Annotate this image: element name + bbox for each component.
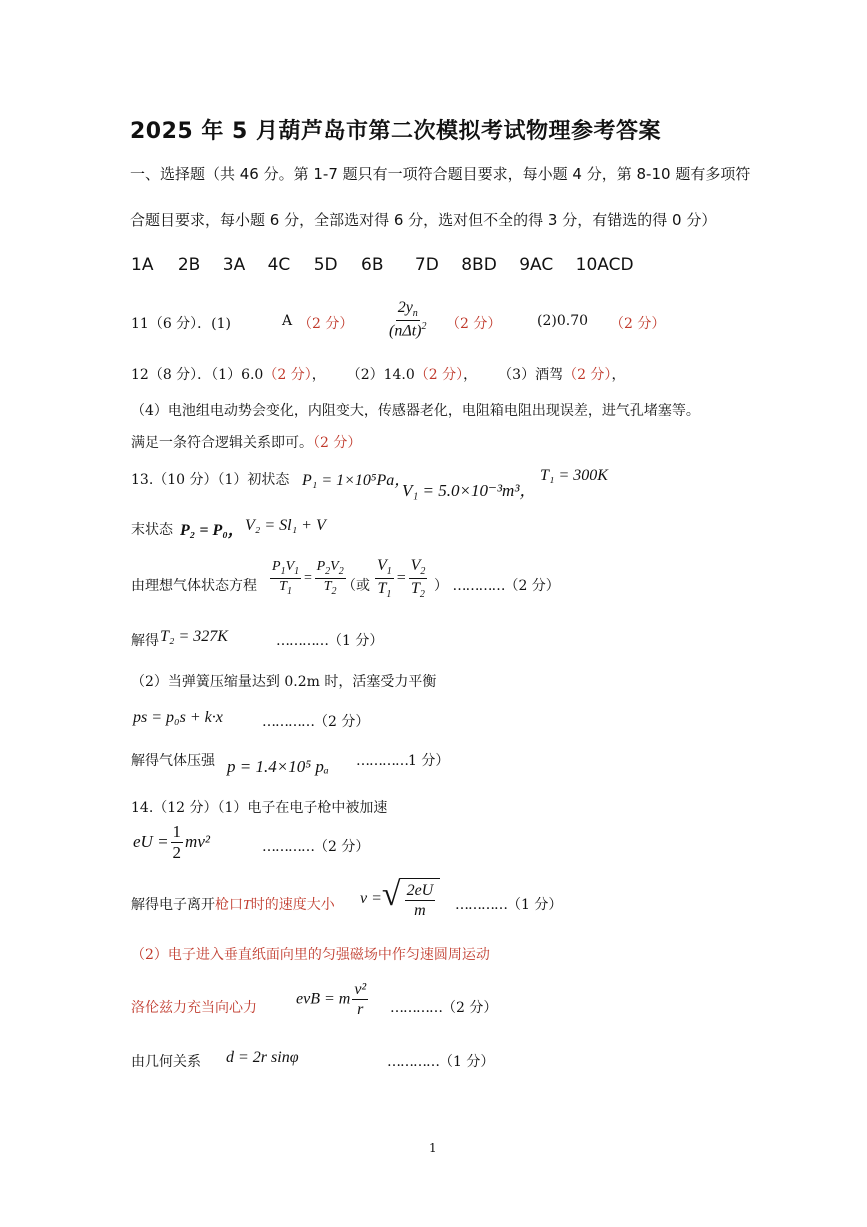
q14-score-line [262, 836, 369, 856]
q14-eq-d: d = 2r sinφ [226, 1049, 299, 1066]
q12-score: （2 分） [313, 435, 362, 451]
q13-end-label: 末状态 [131, 522, 173, 538]
q13-eq-p2: P₂ = P₀， [180, 522, 244, 539]
answer-item: 1A [131, 255, 154, 275]
q11-fraction [385, 298, 431, 341]
q14-eq-evb: evB = m $\frac{\text{v²}}{r}$ [296, 981, 367, 1019]
q13-or-open: （或 [342, 578, 370, 594]
q13-eq-t2: T₂ = 327K [160, 628, 228, 645]
page-number: 1 [429, 1141, 437, 1155]
q13-eq-v2: V₂ = Sl₁ + V [245, 517, 326, 534]
q13-score: 1 分） [408, 753, 450, 769]
q12-score: （2 分） [563, 367, 612, 383]
q11-frac-num: 2y [397, 299, 413, 316]
q13-score-line [356, 750, 449, 770]
q11-score: （2 分） [298, 316, 354, 332]
q13-eq-t1: T₁ = 300K [540, 467, 608, 484]
q12-line3 [131, 432, 361, 452]
q12-sep: ， [611, 367, 626, 383]
q13-or-close: ） …………（2 分） [434, 578, 560, 594]
q14-lorentz-label: 洛伦兹力充当向心力 [131, 1000, 257, 1016]
q13-eq-balance: ps = p₀s + k·x [133, 709, 223, 726]
q13-alt-law: $\frac{V_1}{T_1}$ = $\frac{V_2}{T_2}$ [377, 557, 426, 601]
answer-item: 8BD [461, 255, 497, 275]
answer-item: 3A [222, 255, 246, 275]
q14-score: （2 分） [314, 839, 370, 855]
q11-answer-a: A [282, 313, 293, 329]
leader-dots: ………… [262, 714, 314, 730]
q12-note: 满足一条符合逻辑关系即可。 [131, 435, 313, 451]
q12-line2: （4）电池组电动势会变化，内阻变大，传感器老化，电阻箱电阻出现误差，进气孔堵塞等。 [131, 403, 700, 419]
q14-score: （1 分） [439, 1054, 495, 1070]
q12-sep: ， [311, 367, 326, 383]
leader-dots: ………… [387, 1054, 439, 1070]
section1-line2: 合题目要求，每小题 6 分，全部选对得 6 分，选对但不全的得 3 分，有错选的得 0 分） [130, 211, 717, 229]
q12-line1 [131, 364, 625, 384]
q14-head: 14.（12 分）（1）电子在电子枪中被加速 [131, 800, 388, 816]
leader-dots: ………… [262, 839, 314, 855]
q14-geom-label: 由几何关系 [131, 1054, 201, 1070]
answer-item: 4C [267, 255, 291, 275]
q12-head: 12（8 分）．（1）6.0 [131, 367, 264, 383]
q11-head: 11（6 分）．(1) [131, 316, 232, 332]
answer-item: 10ACD [575, 255, 634, 275]
answer-item: 2B [177, 255, 201, 275]
q13-score: （2 分） [314, 714, 370, 730]
q13-part2-line: （2）当弹簧压缩量达到 0.2m 时，活塞受力平衡 [131, 674, 437, 690]
q14-eq-eu-right: mv² [185, 831, 210, 851]
section1-line1: 一、选择题（共 46 分。第 1-7 题只有一项符合题目要求，每小题 4 分，第 8-10 题有多项符 [130, 165, 751, 183]
leader-dots: ………… [390, 1000, 442, 1016]
q14-score-line [390, 997, 497, 1017]
answer-item: 5D [313, 255, 338, 275]
q13-score-line [276, 630, 383, 650]
q12-part3: （3）酒驾 [505, 367, 564, 383]
q13-law-label: 由理想气体状态方程 [131, 578, 257, 594]
answer-row [131, 255, 634, 275]
answer-item: 9AC [519, 255, 554, 275]
q12-score: （2 分） [263, 367, 312, 383]
leader-dots: ………… [452, 578, 505, 594]
q13-head: 13.（10 分）（1）初状态 [131, 472, 290, 488]
q14-speed-label: 解得电子离开枪口T时的速度大小 [131, 897, 335, 913]
q11-frac-den-sup: 2 [421, 321, 427, 333]
q12-part2: （2）14.0 [353, 367, 415, 383]
q14-score-line [387, 1051, 494, 1071]
q11-score: （2 分） [446, 316, 502, 332]
q11-frac-den: (nΔt) [389, 322, 422, 340]
q14-score: （1 分） [507, 897, 563, 913]
q13-eq-p1: P₁ = 1×10⁵Pa， [302, 472, 411, 489]
q13-gas-law: $\frac{P_1V_1}{T_1}$ = $\frac{P_2V_2}{T_2}$ [272, 559, 344, 597]
q13-pressure-label: 解得气体压强 [131, 753, 215, 769]
q14-eq-v: v = √ $\frac{2eU}{m}$ [360, 878, 440, 920]
q14-eq-v-left: v = [360, 890, 382, 908]
leader-dots: ………… [276, 633, 328, 649]
q11-frac-num-sub: n [412, 308, 418, 320]
q12-sep: ， [463, 367, 478, 383]
q14-eq-eu-left: eU = [133, 831, 169, 851]
q13-score: （2 分） [504, 578, 560, 594]
q13-score: （1 分） [328, 633, 384, 649]
q13-score-line [262, 711, 369, 731]
q14-eq-eu: eU = $\frac{1}{2}$ mv² [133, 822, 210, 863]
leader-dots: ………… [356, 753, 408, 769]
q12-score: （2 分） [414, 367, 464, 383]
answer-item: 7D [414, 255, 439, 275]
q14-score: （2 分） [442, 1000, 498, 1016]
q13-solve-label: 解得 [131, 633, 159, 649]
q11-score: （2 分） [610, 316, 666, 332]
q14-part2-line: （2）电子进入垂直纸面向里的匀强磁场中作匀速圆周运动 [131, 947, 490, 963]
q14-score-line [455, 894, 562, 914]
leader-dots: ………… [455, 897, 507, 913]
q13-eq-p: p = 1.4×10⁵ pₐ [227, 757, 329, 776]
q13-eq-v1: V₁ = 5.0×10⁻³m³， [402, 481, 537, 500]
q11-part2: (2)0.70 [537, 313, 589, 329]
page-title: 2025 年 5 月葫芦岛市第二次模拟考试物理参考答案 [130, 119, 662, 144]
answer-item: 6B [361, 255, 384, 275]
